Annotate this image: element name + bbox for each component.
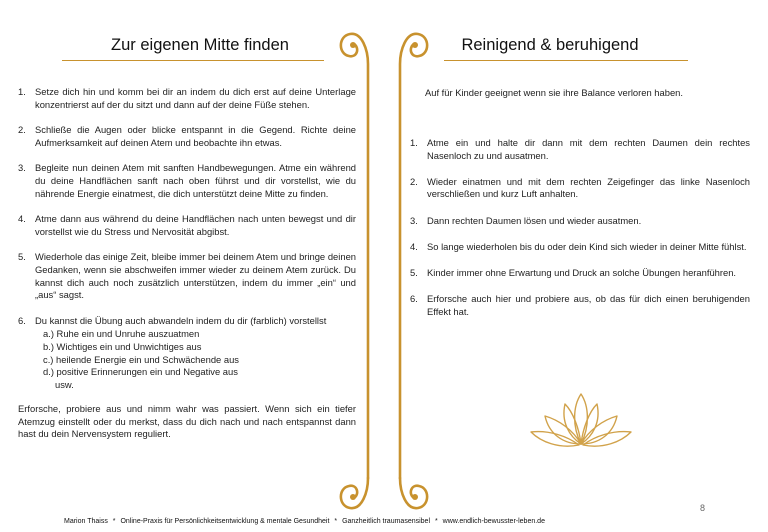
step-number: 3.	[18, 162, 26, 174]
step-text: Schließe die Augen oder blicke entspannt in die Gegend. Richte deine Aufmerksamkeit auf deinen Atem und beobachte ihn etwas.	[35, 124, 356, 148]
variation-sublist	[35, 328, 356, 391]
list-item	[18, 315, 356, 392]
step-number: 6.	[18, 314, 26, 326]
sublist-continuation: usw.	[55, 378, 74, 390]
step-number: 4.	[18, 213, 26, 225]
list-item	[18, 251, 356, 301]
step-text: Du kannst die Übung auch abwandeln indem du dir (farblich) vorstellst	[35, 314, 327, 326]
left-column	[18, 86, 356, 441]
footer-separator: *	[112, 518, 116, 525]
step-number: 1.	[410, 137, 418, 148]
step-text: Erforsche auch hier und probiere aus, ob das für dich einen beruhigenden Effekt hat.	[427, 293, 750, 317]
step-number: 6.	[410, 293, 418, 305]
list-item	[18, 124, 356, 149]
sublist-item: b.) Wichtiges ein und Unwichtiges aus	[43, 340, 202, 352]
left-closing-paragraph: Erforsche, probiere aus und nimm wahr was passiert. Wenn sich ein tiefer Atemzug einstellt oder du merkst, dass du dich nach und nach entspannst dann hast du dein Nervensystem reguliert.	[18, 403, 356, 440]
right-section-title: Reinigend & beruhigend	[461, 36, 639, 54]
step-text: Kinder immer ohne Erwartung und Druck an solche Übungen heranführen.	[427, 266, 737, 278]
list-item	[410, 137, 750, 162]
page-footer	[64, 518, 624, 525]
step-text: Dann rechten Daumen lösen und wieder ausatmen.	[427, 214, 642, 226]
right-column	[410, 137, 750, 332]
step-number: 1.	[18, 86, 26, 97]
step-text: Wieder einatmen und mit dem rechten Zeigefinger das linke Nasenloch verschließen und kurz Luft anhalten.	[427, 175, 750, 200]
list-item	[410, 267, 750, 280]
step-text: So lange wiederholen bis du oder dein Kind sich wieder in deiner Mitte fühlst.	[427, 240, 747, 252]
step-text: Setze dich hin und komm bei dir an indem du dich erst auf deine Unterlage konzentrierst auf der du sitzt und dann auf der deine Füße stehen.	[35, 86, 356, 110]
sublist-item: d.) positive Erinnerungen ein und Negative aus	[43, 366, 238, 378]
list-item	[18, 162, 356, 200]
left-title-underline	[62, 60, 324, 61]
footer-website: www.endlich-bewusster-leben.de	[442, 518, 545, 525]
sublist-item: a.) Ruhe ein und Unruhe auszuatmen	[43, 328, 200, 340]
step-number: 5.	[18, 251, 26, 263]
left-section-title: Zur eigenen Mitte finden	[111, 36, 289, 54]
footer-separator: *	[434, 518, 438, 525]
step-text: Begleite nun deinen Atem mit sanften Handbewegungen. Atme ein während du deine Handflächen sanft nach oben führst und dir vorstellst, wie du nährende Energie einatmest, die dich unterstützt deine Mitte zu finden.	[35, 162, 356, 199]
list-item	[410, 293, 750, 318]
list-item	[410, 176, 750, 201]
step-number: 4.	[410, 240, 418, 252]
step-text: Wiederhole das einige Zeit, bleibe immer bei deinem Atem und bringe deinen Gedanken, wenn sie abschweifen immer wieder zu deinem Atem zurück. Du kannst dich auch noch zusätzlich unterstützen, indem du immer „ein“ und „aus“ sagst.	[35, 251, 356, 301]
step-number: 3.	[410, 214, 418, 226]
step-number: 5.	[410, 266, 418, 278]
page-number: 8	[700, 503, 706, 513]
list-item	[18, 86, 356, 111]
list-item	[410, 241, 750, 254]
list-item	[410, 215, 750, 228]
right-title-underline	[444, 60, 688, 61]
footer-separator: *	[334, 518, 338, 525]
left-step-list	[18, 86, 356, 391]
footer-practice: Online-Praxis für Persönlichkeitsentwicklung & mentale Gesundheit	[120, 518, 330, 525]
lotus-flower-icon	[527, 388, 635, 450]
list-item	[18, 213, 356, 238]
footer-author: Marion Thaiss	[64, 518, 108, 525]
step-number: 2.	[410, 175, 418, 187]
right-intro-text: Auf für Kinder geeignet wenn sie ihre Balance verloren haben.	[425, 87, 683, 98]
right-step-list	[410, 137, 750, 318]
sublist-item: c.) heilende Energie ein und Schwächende aus	[43, 353, 239, 365]
step-number: 2.	[18, 124, 26, 136]
step-text: Atme ein und halte dir dann mit dem rechten Daumen dein rechtes Nasenloch zu und ausatmen.	[427, 137, 750, 161]
step-text: Atme dann aus während du deine Handflächen nach unten bewegst und dir vorstellst wie du Stress und Nervosität abgibst.	[35, 213, 356, 237]
footer-tagline: Ganzheitlich traumasensibel	[342, 518, 430, 525]
